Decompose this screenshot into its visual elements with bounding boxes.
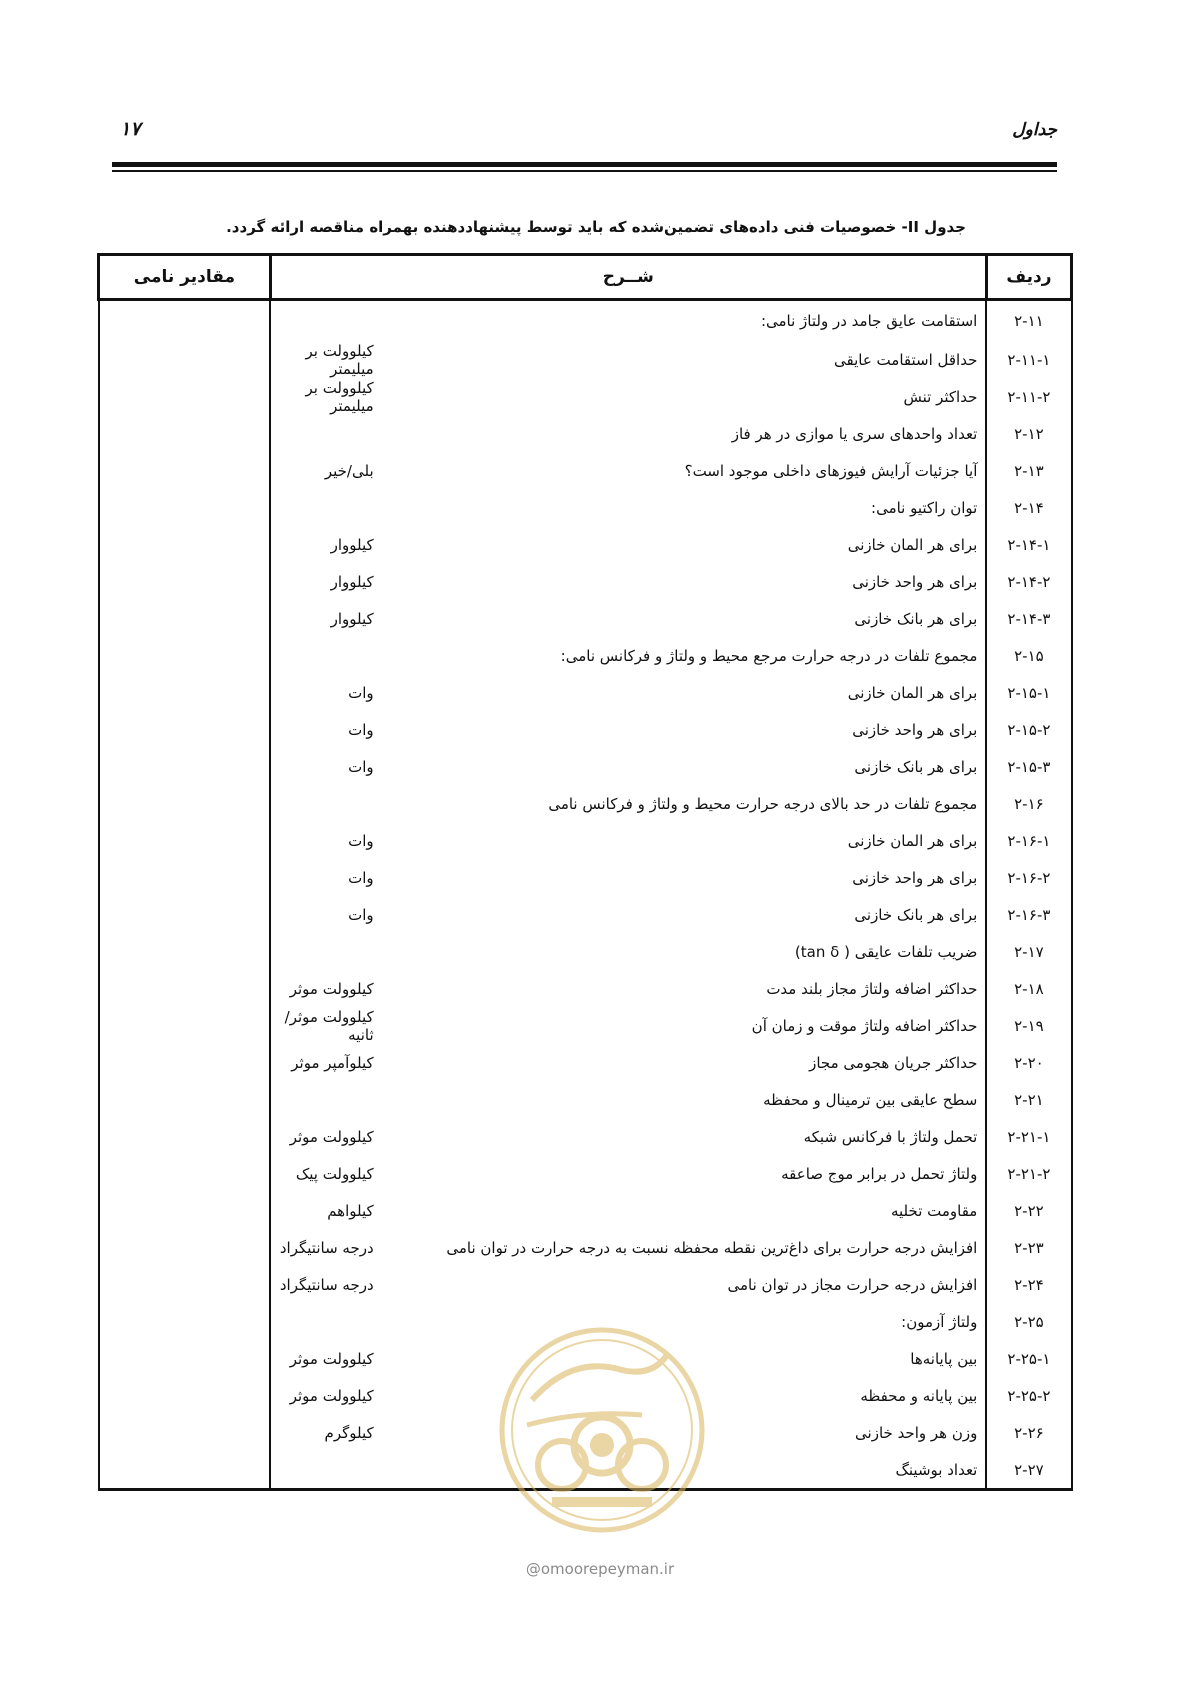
table-row bbox=[99, 933, 1072, 970]
description-cell: حداکثر جریان هجومی مجاز bbox=[410, 1044, 987, 1081]
unit-cell bbox=[270, 1081, 409, 1118]
header-rule-thin bbox=[112, 170, 1057, 172]
row-number-cell: ۲-۱۴-۳ bbox=[986, 600, 1071, 637]
unit-cell: کیلوولت موثر bbox=[270, 1118, 409, 1155]
table-row bbox=[99, 1229, 1072, 1266]
row-number-cell: ۲-۱۱-۲ bbox=[986, 378, 1071, 415]
table-row bbox=[99, 1340, 1072, 1377]
unit-cell: کیلووار bbox=[270, 600, 409, 637]
row-number-cell: ۲-۱۴-۱ bbox=[986, 526, 1071, 563]
table-row bbox=[99, 637, 1072, 674]
row-number-cell: ۲-۱۲ bbox=[986, 415, 1071, 452]
unit-cell: کیلوولت موثر/ثانیه bbox=[270, 1007, 409, 1044]
unit-cell: کیلووار bbox=[270, 563, 409, 600]
table-row bbox=[99, 1118, 1072, 1155]
row-number-cell: ۲-۲۱ bbox=[986, 1081, 1071, 1118]
row-number-cell: ۲-۱۱ bbox=[986, 300, 1071, 342]
description-cell: برای هر المان خازنی bbox=[410, 526, 987, 563]
description-cell: برای هر بانک خازنی bbox=[410, 748, 987, 785]
nominal-value-cell[interactable] bbox=[99, 896, 271, 933]
description-cell: سطح عایقی بین ترمینال و محفظه bbox=[410, 1081, 987, 1118]
table-row bbox=[99, 1044, 1072, 1081]
row-number-cell: ۲-۲۵ bbox=[986, 1303, 1071, 1340]
unit-cell: کیلوولت موثر bbox=[270, 1377, 409, 1414]
table-row bbox=[99, 896, 1072, 933]
description-cell: تعداد بوشینگ bbox=[410, 1451, 987, 1490]
row-number-cell: ۲-۱۵ bbox=[986, 637, 1071, 674]
description-cell: برای هر واحد خازنی bbox=[410, 859, 987, 896]
row-number-cell: ۲-۱۶-۳ bbox=[986, 896, 1071, 933]
nominal-value-cell[interactable] bbox=[99, 1377, 271, 1414]
row-number-cell: ۲-۲۶ bbox=[986, 1414, 1071, 1451]
nominal-value-cell[interactable] bbox=[99, 415, 271, 452]
nominal-value-cell[interactable] bbox=[99, 1155, 271, 1192]
table-header-row bbox=[99, 255, 1072, 300]
unit-cell: کیلوآمپر موثر bbox=[270, 1044, 409, 1081]
row-number-cell: ۲-۱۱-۱ bbox=[986, 341, 1071, 378]
description-cell: آیا جزئیات آرایش فیوزهای داخلی موجود است؟ bbox=[410, 452, 987, 489]
table-row bbox=[99, 526, 1072, 563]
unit-cell: وات bbox=[270, 859, 409, 896]
description-cell: مقاومت تخلیه bbox=[410, 1192, 987, 1229]
nominal-value-cell[interactable] bbox=[99, 1044, 271, 1081]
table-row bbox=[99, 822, 1072, 859]
row-number-cell: ۲-۱۹ bbox=[986, 1007, 1071, 1044]
unit-cell: کیلوولت پیک bbox=[270, 1155, 409, 1192]
row-number-cell: ۲-۱۶-۱ bbox=[986, 822, 1071, 859]
unit-cell: کیلوولت بر میلیمتر bbox=[270, 378, 409, 415]
nominal-value-cell[interactable] bbox=[99, 933, 271, 970]
unit-cell: وات bbox=[270, 896, 409, 933]
unit-cell: وات bbox=[270, 748, 409, 785]
nominal-value-cell[interactable] bbox=[99, 378, 271, 415]
row-number-cell: ۲-۱۸ bbox=[986, 970, 1071, 1007]
description-cell: برای هر واحد خازنی bbox=[410, 711, 987, 748]
table-row bbox=[99, 489, 1072, 526]
nominal-value-cell[interactable] bbox=[99, 674, 271, 711]
table-row bbox=[99, 711, 1072, 748]
row-number-cell: ۲-۲۰ bbox=[986, 1044, 1071, 1081]
nominal-value-cell[interactable] bbox=[99, 526, 271, 563]
nominal-value-cell[interactable] bbox=[99, 1192, 271, 1229]
unit-cell: کیلوولت موثر bbox=[270, 970, 409, 1007]
row-number-cell: ۲-۱۶-۲ bbox=[986, 859, 1071, 896]
table-row bbox=[99, 1155, 1072, 1192]
nominal-value-cell[interactable] bbox=[99, 970, 271, 1007]
unit-cell bbox=[270, 1303, 409, 1340]
unit-cell: کیلوولت بر میلیمتر bbox=[270, 341, 409, 378]
unit-cell: بلی/خیر bbox=[270, 452, 409, 489]
table-row bbox=[99, 1303, 1072, 1340]
row-number-cell: ۲-۱۳ bbox=[986, 452, 1071, 489]
row-number-cell: ۲-۱۵-۲ bbox=[986, 711, 1071, 748]
nominal-value-cell[interactable] bbox=[99, 748, 271, 785]
row-number-cell: ۲-۲۷ bbox=[986, 1451, 1071, 1490]
table-row bbox=[99, 378, 1072, 415]
description-cell: توان راکتیو نامی: bbox=[410, 489, 987, 526]
nominal-value-cell[interactable] bbox=[99, 1303, 271, 1340]
table-row bbox=[99, 341, 1072, 378]
description-cell: برای هر المان خازنی bbox=[410, 822, 987, 859]
unit-cell: کیلواهم bbox=[270, 1192, 409, 1229]
table-row bbox=[99, 1414, 1072, 1451]
row-number-cell: ۲-۱۴-۲ bbox=[986, 563, 1071, 600]
row-number-cell: ۲-۲۱-۲ bbox=[986, 1155, 1071, 1192]
row-number-cell: ۲-۲۲ bbox=[986, 1192, 1071, 1229]
unit-cell bbox=[270, 785, 409, 822]
unit-cell: درجه سانتیگراد bbox=[270, 1266, 409, 1303]
table-row bbox=[99, 1266, 1072, 1303]
description-cell: مجموع تلفات در حد بالای درجه حرارت محیط و ولتاژ و فرکانس نامی bbox=[410, 785, 987, 822]
description-cell: استقامت عایق جامد در ولتاژ نامی: bbox=[410, 300, 987, 342]
nominal-value-cell[interactable] bbox=[99, 859, 271, 896]
table-row bbox=[99, 859, 1072, 896]
nominal-value-cell[interactable] bbox=[99, 1007, 271, 1044]
row-number-cell: ۲-۱۴ bbox=[986, 489, 1071, 526]
description-cell: بین پایانه‌ها bbox=[410, 1340, 987, 1377]
nominal-value-cell[interactable] bbox=[99, 785, 271, 822]
nominal-value-cell[interactable] bbox=[99, 452, 271, 489]
nominal-value-cell[interactable] bbox=[99, 1229, 271, 1266]
nominal-value-cell[interactable] bbox=[99, 822, 271, 859]
description-cell: بین پایانه و محفظه bbox=[410, 1377, 987, 1414]
nominal-value-cell[interactable] bbox=[99, 1081, 271, 1118]
row-number-cell: ۲-۱۵-۳ bbox=[986, 748, 1071, 785]
unit-cell: وات bbox=[270, 822, 409, 859]
description-cell: ولتاژ آزمون: bbox=[410, 1303, 987, 1340]
description-cell: ضریب تلفات عایقی ( tan δ) bbox=[410, 933, 987, 970]
nominal-value-cell[interactable] bbox=[99, 1451, 271, 1490]
row-number-cell: ۲-۲۳ bbox=[986, 1229, 1071, 1266]
row-number-cell: ۲-۱۵-۱ bbox=[986, 674, 1071, 711]
watermark-url: @omoorepeyman.ir bbox=[525, 1560, 675, 1578]
unit-cell bbox=[270, 933, 409, 970]
table-row bbox=[99, 1192, 1072, 1229]
description-cell: برای هر واحد خازنی bbox=[410, 563, 987, 600]
nominal-value-cell[interactable] bbox=[99, 1118, 271, 1155]
nominal-value-cell[interactable] bbox=[99, 563, 271, 600]
spec-table bbox=[97, 253, 1073, 1491]
description-cell: تحمل ولتاژ با فرکانس شبکه bbox=[410, 1118, 987, 1155]
description-cell: وزن هر واحد خازنی bbox=[410, 1414, 987, 1451]
table-row bbox=[99, 600, 1072, 637]
table-row bbox=[99, 785, 1072, 822]
table-row bbox=[99, 674, 1072, 711]
table-row bbox=[99, 300, 1072, 342]
header-rule-thick bbox=[112, 162, 1057, 167]
header-row-number: ردیف bbox=[986, 255, 1071, 300]
description-cell: برای هر المان خازنی bbox=[410, 674, 987, 711]
description-cell: تعداد واحدهای سری یا موازی در هر فاز bbox=[410, 415, 987, 452]
description-cell: افزایش درجه حرارت برای داغ‌ترین نقطه محفظه نسبت به درجه حرارت در توان نامی bbox=[410, 1229, 987, 1266]
unit-cell: وات bbox=[270, 674, 409, 711]
description-cell: مجموع تلفات در درجه حرارت مرجع محیط و ولتاژ و فرکانس نامی: bbox=[410, 637, 987, 674]
table-row bbox=[99, 1451, 1072, 1490]
unit-cell bbox=[270, 489, 409, 526]
header-nominal-values: مقادیر نامی bbox=[99, 255, 271, 300]
description-cell: حداکثر تنش bbox=[410, 378, 987, 415]
unit-cell: وات bbox=[270, 711, 409, 748]
page-number: ۱۷ bbox=[120, 118, 141, 140]
page-header bbox=[112, 120, 1057, 150]
table-row bbox=[99, 748, 1072, 785]
nominal-value-cell[interactable] bbox=[99, 300, 271, 342]
running-title: جداول bbox=[1012, 120, 1057, 140]
unit-cell bbox=[270, 1451, 409, 1490]
table-row bbox=[99, 452, 1072, 489]
description-cell: حداکثر اضافه ولتاژ مجاز بلند مدت bbox=[410, 970, 987, 1007]
description-cell: برای هر بانک خازنی bbox=[410, 896, 987, 933]
table-caption: جدول II- خصوصیات فنی داده‌های تضمین‌شده که باید توسط پیشنهاددهنده بهمراه مناقصه ارائه گردد. bbox=[226, 218, 966, 236]
nominal-value-cell[interactable] bbox=[99, 1414, 271, 1451]
nominal-value-cell[interactable] bbox=[99, 489, 271, 526]
unit-cell: کیلوگرم bbox=[270, 1414, 409, 1451]
row-number-cell: ۲-۱۷ bbox=[986, 933, 1071, 970]
row-number-cell: ۲-۱۶ bbox=[986, 785, 1071, 822]
row-number-cell: ۲-۲۵-۱ bbox=[986, 1340, 1071, 1377]
description-cell: حداقل استقامت عایقی bbox=[410, 341, 987, 378]
description-cell: برای هر بانک خازنی bbox=[410, 600, 987, 637]
unit-cell bbox=[270, 637, 409, 674]
table-row bbox=[99, 1081, 1072, 1118]
row-number-cell: ۲-۲۵-۲ bbox=[986, 1377, 1071, 1414]
nominal-value-cell[interactable] bbox=[99, 1266, 271, 1303]
row-number-cell: ۲-۲۴ bbox=[986, 1266, 1071, 1303]
row-number-cell: ۲-۲۱-۱ bbox=[986, 1118, 1071, 1155]
header-description: شــرح bbox=[270, 255, 986, 300]
table-row bbox=[99, 970, 1072, 1007]
table-row bbox=[99, 563, 1072, 600]
unit-cell bbox=[270, 300, 409, 342]
description-cell: حداکثر اضافه ولتاژ موقت و زمان آن bbox=[410, 1007, 987, 1044]
nominal-value-cell[interactable] bbox=[99, 637, 271, 674]
description-cell: ولتاژ تحمل در برابر موج صاعقه bbox=[410, 1155, 987, 1192]
table-row bbox=[99, 1377, 1072, 1414]
table-row bbox=[99, 1007, 1072, 1044]
nominal-value-cell[interactable] bbox=[99, 711, 271, 748]
unit-cell: درجه سانتیگراد bbox=[270, 1229, 409, 1266]
table-row bbox=[99, 415, 1072, 452]
unit-cell: کیلووار bbox=[270, 526, 409, 563]
nominal-value-cell[interactable] bbox=[99, 600, 271, 637]
nominal-value-cell[interactable] bbox=[99, 341, 271, 378]
unit-cell bbox=[270, 415, 409, 452]
unit-cell: کیلوولت موثر bbox=[270, 1340, 409, 1377]
description-cell: افزایش درجه حرارت مجاز در توان نامی bbox=[410, 1266, 987, 1303]
nominal-value-cell[interactable] bbox=[99, 1340, 271, 1377]
